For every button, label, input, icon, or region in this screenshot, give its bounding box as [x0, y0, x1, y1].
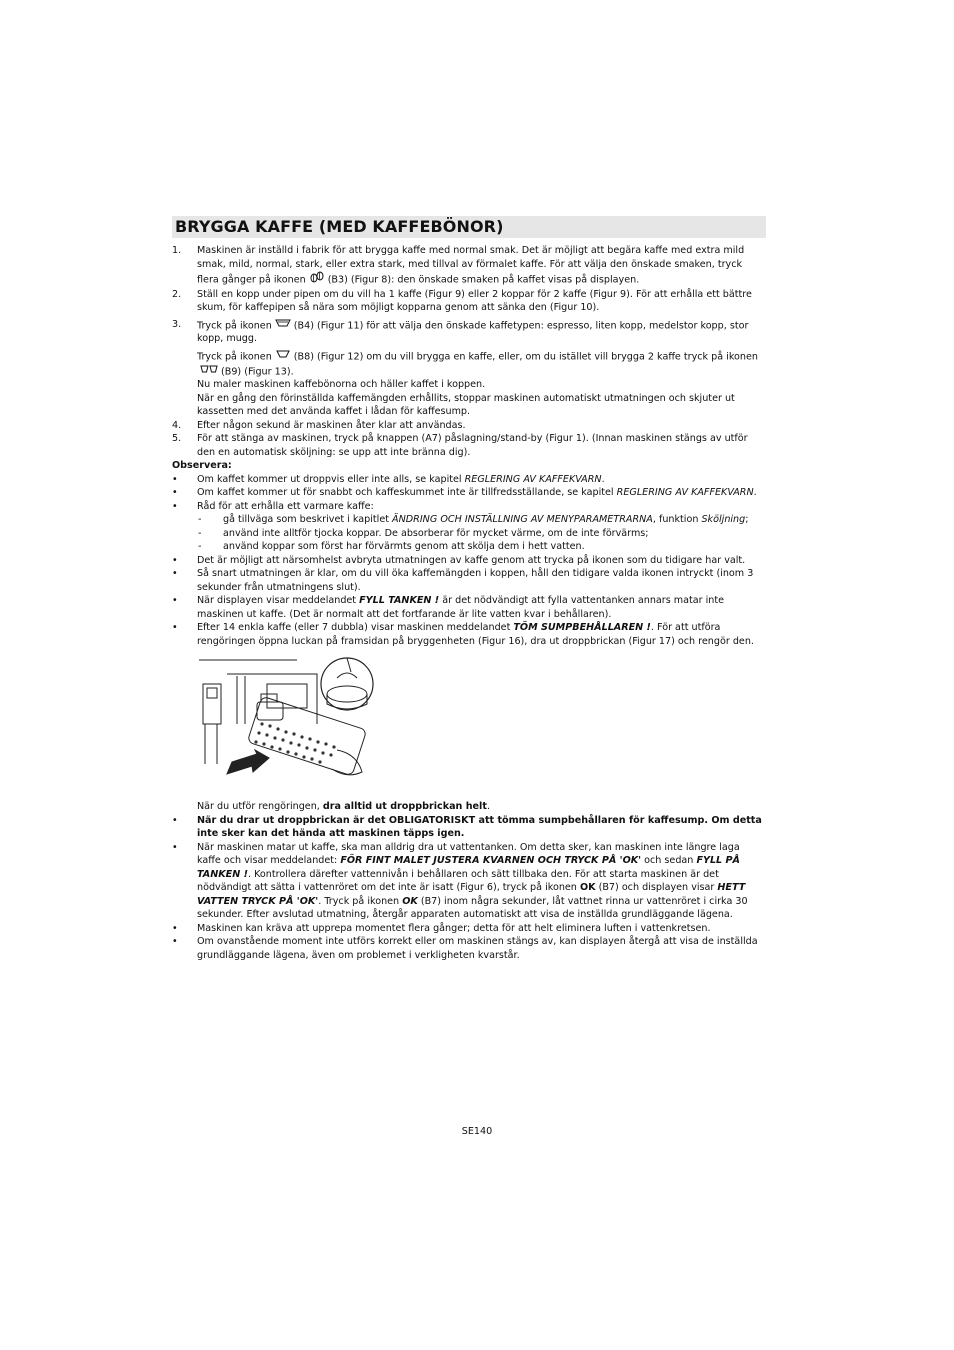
step-number: 4. [172, 419, 182, 431]
step-text: Ställ en kopp under pipen om du vill ha 1 kaffe (Figur 9) eller 2 koppar för 2 kaffe (Figur 9). För att erhålla ett bättre skum, för kaffepipen så nära som möjligt kopparna genom att sänka den (Figur 10). [197, 288, 752, 313]
step-item [172, 419, 766, 433]
step-text: Efter någon sekund är maskinen åter klar att användas. [197, 419, 466, 431]
note-subitem: - gå tillväga som beskrivet i kapitlet ÄNDRING OCH INSTÄLLNING AV MENYPARAMETRARNA, funktion Sköljning; [198, 514, 749, 526]
dash: - [198, 541, 202, 553]
step-item [172, 288, 766, 315]
note-item: • När maskinen matar ut kaffe, ska man alldrig dra ut vattentanken. Om detta sker, kan maskinen inte längre laga kaffe och visar meddelandet: FÖR FINT MALET JUSTERA KVARNEN OCH TRYCK PÅ 'OK' och sedan FYLL PÅ TANKEN !. Kontrollera därefter vattennivån i behållaren och sätt tillbaka den. För att starta maskinen är det nödvändigt att sätta i vattenröret om det inte är isatt (Figur 6), tryck på ikonen OK (B7) och displayen visar HETT VATTEN TRYCK PÅ 'OK'. Tryck på ikonen OK (B7) inom några sekunder, låt vattnet rinna ur vattenröret i cirka 30 sekunder. Efter avslutad utmatning, återgår apparaten automatiskt att visa de inställda grundläggande lägena. [172, 841, 748, 921]
note-item: • Så snart utmatningen är klar, om du vill öka kaffemängden i koppen, håll den tidigare valda ikonen intryckt (inom 3 sekunder från utmatningens slut). [172, 568, 754, 593]
bullet: • [172, 595, 178, 607]
step-number: 3. [172, 318, 182, 330]
note-subitem: - använd koppar som först har förvärmts genom att skölja dem i hett vatten. [198, 541, 585, 553]
note-subitem: - använd inte alltför tjocka koppar. De absorberar för mycket värme, om de inte förvärms; [198, 527, 649, 539]
note-item: • Om kaffet kommer ut droppvis eller inte alls, se kapitel REGLERING AV KAFFEKVARN. [172, 473, 605, 485]
step-item [172, 244, 766, 288]
note-item: • Om ovanstående moment inte utförs korrekt eller om maskinen stängs av, kan displayen återgå att visa de inställda grundläggande lägena, även om problemet i verkligheten kvarstår. [172, 936, 758, 961]
step-text: Tryck på ikonen (B8) (Figur 12) om du vill brygga en kaffe, eller, om du istället vill brygga 2 kaffe tryck på ikonen(B9) (Figur 13). [197, 349, 766, 379]
drip-tray-illustration [197, 654, 382, 794]
coffee-beans-icon [309, 271, 325, 288]
note-item: • Det är möjligt att närsomhelst avbryta utmatningen av kaffe genom att trycka på ikonen som du tidigare har valt. [172, 554, 746, 566]
bullet: • [172, 473, 178, 485]
bullet: • [172, 500, 178, 512]
step-number: 2. [172, 288, 182, 300]
single-cup-icon [275, 349, 291, 364]
bullet: • [172, 487, 178, 499]
note-item: • När du drar ut droppbrickan är det OBLIGATORISKT att tömma sumpbehållaren för kaffesump. Om detta inte sker kan det hända att maskinen täpps igen. [172, 814, 762, 840]
note-label: Observera: [172, 460, 232, 472]
bullet: • [172, 554, 178, 566]
bullet: • [172, 814, 178, 826]
bullet: • [172, 922, 178, 934]
note-item: • Maskinen kan kräva att upprepa momentet flera gånger; detta för att helt eliminera luften i vattenkretsen. [172, 922, 711, 934]
step-text: För att stänga av maskinen, tryck på knappen (A7) påslagning/stand-by (Figur 1). (Innan maskinen stängs av utför den en automatisk sköljning: se upp att inte bränna dig). [197, 433, 748, 458]
section-heading [172, 216, 766, 238]
cup-size-icon [275, 318, 291, 333]
cleaning-note: När du utför rengöringen, dra alltid ut droppbrickan helt. [197, 801, 490, 813]
bullet: • [172, 622, 178, 634]
step-text: Tryck på ikonen (B4) (Figur 11) för att välja den önskade kaffetypen: espresso, liten kopp, medelstor kopp, stor kopp, mugg. [197, 318, 766, 346]
note-item: • Efter 14 enkla kaffe (eller 7 dubbla) visar maskinen meddelandet TÖM SUMPBEHÅLLAREN !. För att utföra rengöringen öppna luckan på framsidan på bryggenheten (Figur 16), dra ut droppbrickan (Figur 17) och rengör den. [172, 622, 754, 647]
note-item: • Råd för att erhålla ett varmare kaffe: [172, 500, 374, 512]
bullet: • [172, 936, 178, 948]
bullet: • [172, 841, 178, 853]
bullet: • [172, 568, 178, 580]
step-number: 5. [172, 433, 182, 445]
step-text: Nu maler maskinen kaffebönorna och häller kaffet i koppen. [197, 379, 486, 391]
step-number: 1. [172, 245, 182, 256]
page-number: SE140 [461, 1126, 493, 1137]
step-text: När en gång den förinställda kaffemängden erhållits, stoppar maskinen automatiskt utmatningen och skjuter ut kassetten med det använda kaffet i lådan för kaffesump. [197, 392, 735, 418]
double-cup-icon [200, 364, 218, 379]
dash: - [198, 527, 202, 539]
step-text: Maskinen är inställd i fabrik för att brygga kaffe med normal smak. Det är möjligt att begära kaffe med extra mild smak, mild, normal, stark, eller extra stark, med tillval av förmalet kaffe. För att välja den önskade smaken, tryck flera gånger på ikonen (B3) (Figur 8): den önskade smaken på kaffet visas på displayen. [197, 244, 766, 288]
dash: - [198, 514, 202, 526]
note-item: • Om kaffet kommer ut för snabbt och kaffeskummet inte är tillfredsställande, se kapitel REGLERING AV KAFFEKVARN. [172, 487, 757, 499]
page-title: BRYGGA KAFFE (MED KAFFEBÖNOR) [175, 217, 504, 236]
content-body [172, 244, 766, 962]
step-item [172, 318, 766, 419]
step-item [172, 432, 766, 459]
note-item: • När displayen visar meddelandet FYLL TANKEN ! är det nödvändigt att fylla vattentanken annars matar inte maskinen ut kaffe. (Det är normalt att det fortfarande är lite vatten kvar i behållaren). [172, 595, 725, 620]
